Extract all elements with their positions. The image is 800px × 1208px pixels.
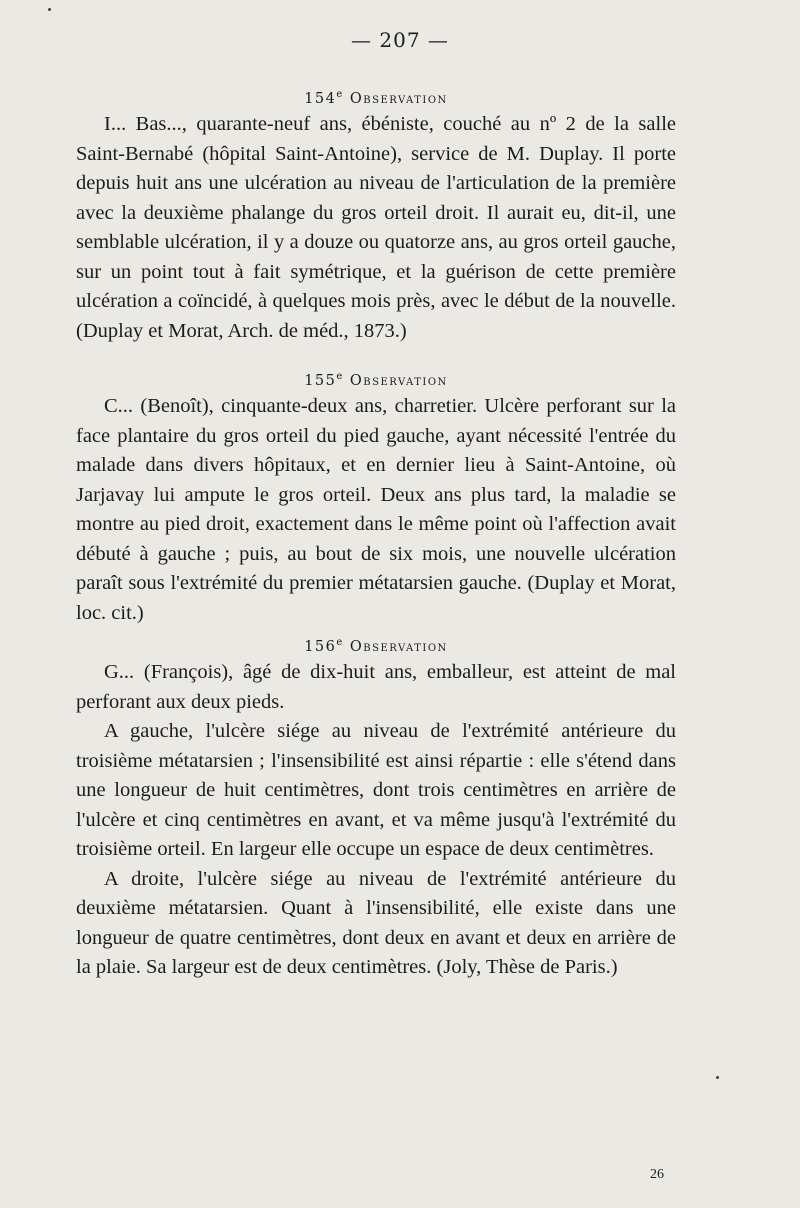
observation-number: 154 <box>304 90 337 107</box>
observation-heading-156 <box>76 628 676 658</box>
ordinal-suffix: e <box>336 371 344 382</box>
observation-156-paragraph-2: A gauche, l'ulcère siége au niveau de l'extrémité antérieure du troisième métatarsien ; l'insensibilité est ainsi répartie : elle s'étend dans une longueur de huit centimètres, dont trois centimètres en arrière de l'ulcère et cinq centimètres en avant, et va même jusqu'à l'extrémité du troisième orteil. En largeur elle occupe un espace de deux centimètres. <box>76 720 676 860</box>
observation-title: Observation <box>349 90 448 107</box>
observation-155-paragraph: C... (Benoît), cinquante-deux ans, charretier. Ulcère perforant sur la face plantaire du gros orteil du pied gauche, ayant nécessité l'entrée du malade dans divers hôpitaux, et en dernier lieu à Saint-Antoine, où Jarjavay lui ampute le gros orteil. Deux ans plus tard, la maladie se montre au pied droit, exactement dans le même point où l'affection avait débuté à gauche ; puis, au bout de six mois, une nouvelle ulcération paraît sous l'extrémité du premier métatarsien gauche. (Duplay et Morat, loc. cit.) <box>76 395 676 624</box>
observation-number: 155 <box>304 372 337 389</box>
observation-156-paragraph-1: G... (François), âgé de dix-huit ans, emballeur, est atteint de mal perforant aux deux pieds. <box>76 661 676 713</box>
scan-speck <box>716 1076 719 1079</box>
page-content <box>76 80 676 983</box>
observation-title: Observation <box>349 372 448 389</box>
page-number: — 207 — <box>351 28 449 52</box>
observation-title: Observation <box>349 638 448 655</box>
ordinal-suffix: e <box>336 637 344 648</box>
observation-heading-155 <box>76 362 676 392</box>
observation-number: 156 <box>304 638 337 655</box>
corner-number: 26 <box>650 1167 664 1182</box>
observation-156-paragraph-3: A droite, l'ulcère siége au niveau de l'extrémité antérieure du deuxième métatarsien. Quant à l'insensibilité, elle existe dans une longueur de quatre centimètres, dont deux en avant et deux en arrière de la plaie. Sa largeur est de deux centimètres. (Joly, Thèse de Paris.) <box>76 867 676 978</box>
observation-heading-154 <box>76 80 676 110</box>
observation-154-paragraph: I... Bas..., quarante-neuf ans, ébéniste, couché au nº 2 de la salle Saint-Bernabé (hôpital Saint-Antoine), service de M. Duplay. Il porte depuis huit ans une ulcération au niveau de l'articulation de la première avec la deuxième phalange du gros orteil droit. Il aurait eu, dit-il, une semblable ulcération, il y a douze ou quatorze ans, au gros orteil gauche, sur un point tout à fait symétrique, et la guérison de cette première ulcération a coïncidé, à quelques mois près, avec le début de la nouvelle. (Duplay et Morat, Arch. de méd., 1873.) <box>76 113 676 342</box>
ordinal-suffix: e <box>336 89 344 100</box>
scan-speck <box>48 8 51 11</box>
